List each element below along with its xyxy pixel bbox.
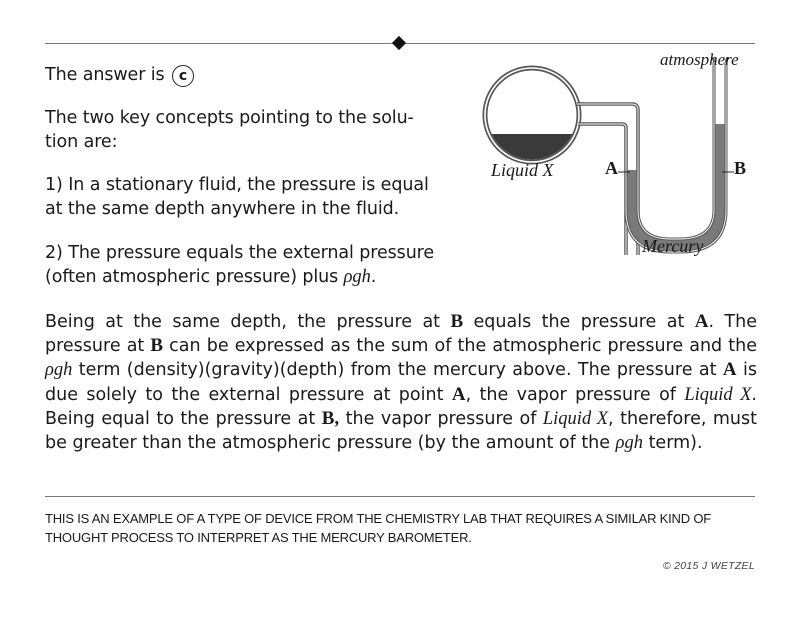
- italic-term: ρgh: [615, 433, 643, 454]
- text-segment: is due solely to the external pressure at point: [45, 360, 757, 405]
- bold-point-label: B: [450, 311, 464, 332]
- concept-1: [45, 173, 445, 221]
- intro-line-1: The two key concepts pointing to the solu-: [45, 108, 414, 128]
- explanation-paragraph: [45, 310, 757, 455]
- bold-point-label: A: [451, 383, 466, 405]
- divider-diamond-icon: [392, 36, 406, 50]
- concept-2-period: .: [370, 267, 377, 287]
- formula-rho-g-h: ρgh: [343, 267, 371, 287]
- bold-point-label: A: [694, 311, 709, 332]
- italic-term: ρgh: [45, 360, 73, 381]
- italic-term: Liquid X: [542, 408, 609, 429]
- italic-term: Liquid X: [684, 384, 752, 405]
- bold-point-label: B: [150, 335, 164, 357]
- concept-2-line-1: 2) The pressure equals the external pressure: [45, 243, 435, 263]
- concept-1-line-1: 1) In a stationary fluid, the pressure is equal: [45, 175, 429, 195]
- text-segment: the vapor pressure of: [339, 408, 543, 429]
- label-point-b: B: [734, 158, 747, 178]
- text-segment: . The pressure at: [45, 312, 757, 357]
- label-liquid-x: Liquid X: [491, 160, 554, 180]
- concept-2-line-2: [45, 265, 455, 289]
- concept-2: [45, 241, 455, 289]
- label-atmosphere: atmosphere: [660, 50, 739, 69]
- text-segment: term (density)(gravity)(depth) from the mercury above. The pressure at: [72, 360, 723, 381]
- answer-letter-badge: c: [172, 65, 194, 87]
- concept-1-line-2: at the same depth anywhere in the fluid.: [45, 199, 400, 219]
- label-mercury: Mercury: [642, 236, 704, 256]
- intro-text: [45, 106, 445, 154]
- text-segment: can be expressed as the sum of the atmospheric pressure and the: [163, 336, 757, 357]
- bottom-divider: [45, 496, 755, 497]
- manometer-diagram: [470, 50, 760, 270]
- bold-point-label: B,: [321, 407, 340, 429]
- copyright: © 2015 J WETZEL: [662, 560, 755, 572]
- intro-line-2: tion are:: [45, 132, 118, 152]
- footer-note: THIS IS AN EXAMPLE OF A TYPE OF DEVICE FROM THE CHEMISTRY LAB THAT REQUIRES A SIMILAR KIND OF THOUGHT PROCESS TO INTERPRET AS THE MERCURY BAROMETER.: [45, 511, 711, 545]
- text-segment: term).: [643, 433, 703, 454]
- text-segment: equals the pressure at: [463, 312, 695, 332]
- text-segment: , the vapor pressure of: [465, 384, 685, 405]
- text-segment: Being at the same depth, the pressure at: [45, 312, 451, 332]
- text-segment: , therefore, must be greater than the atmospheric pressure (by the amount of the: [45, 408, 757, 454]
- bold-point-label: A: [722, 359, 737, 381]
- label-point-a: A: [605, 158, 618, 178]
- concept-2-line-2-text: (often atmospheric pressure) plus: [45, 267, 344, 287]
- answer-line: [45, 63, 194, 87]
- answer-prefix: The answer is: [45, 65, 165, 85]
- text-segment: . Being equal to the pressure at: [45, 384, 757, 429]
